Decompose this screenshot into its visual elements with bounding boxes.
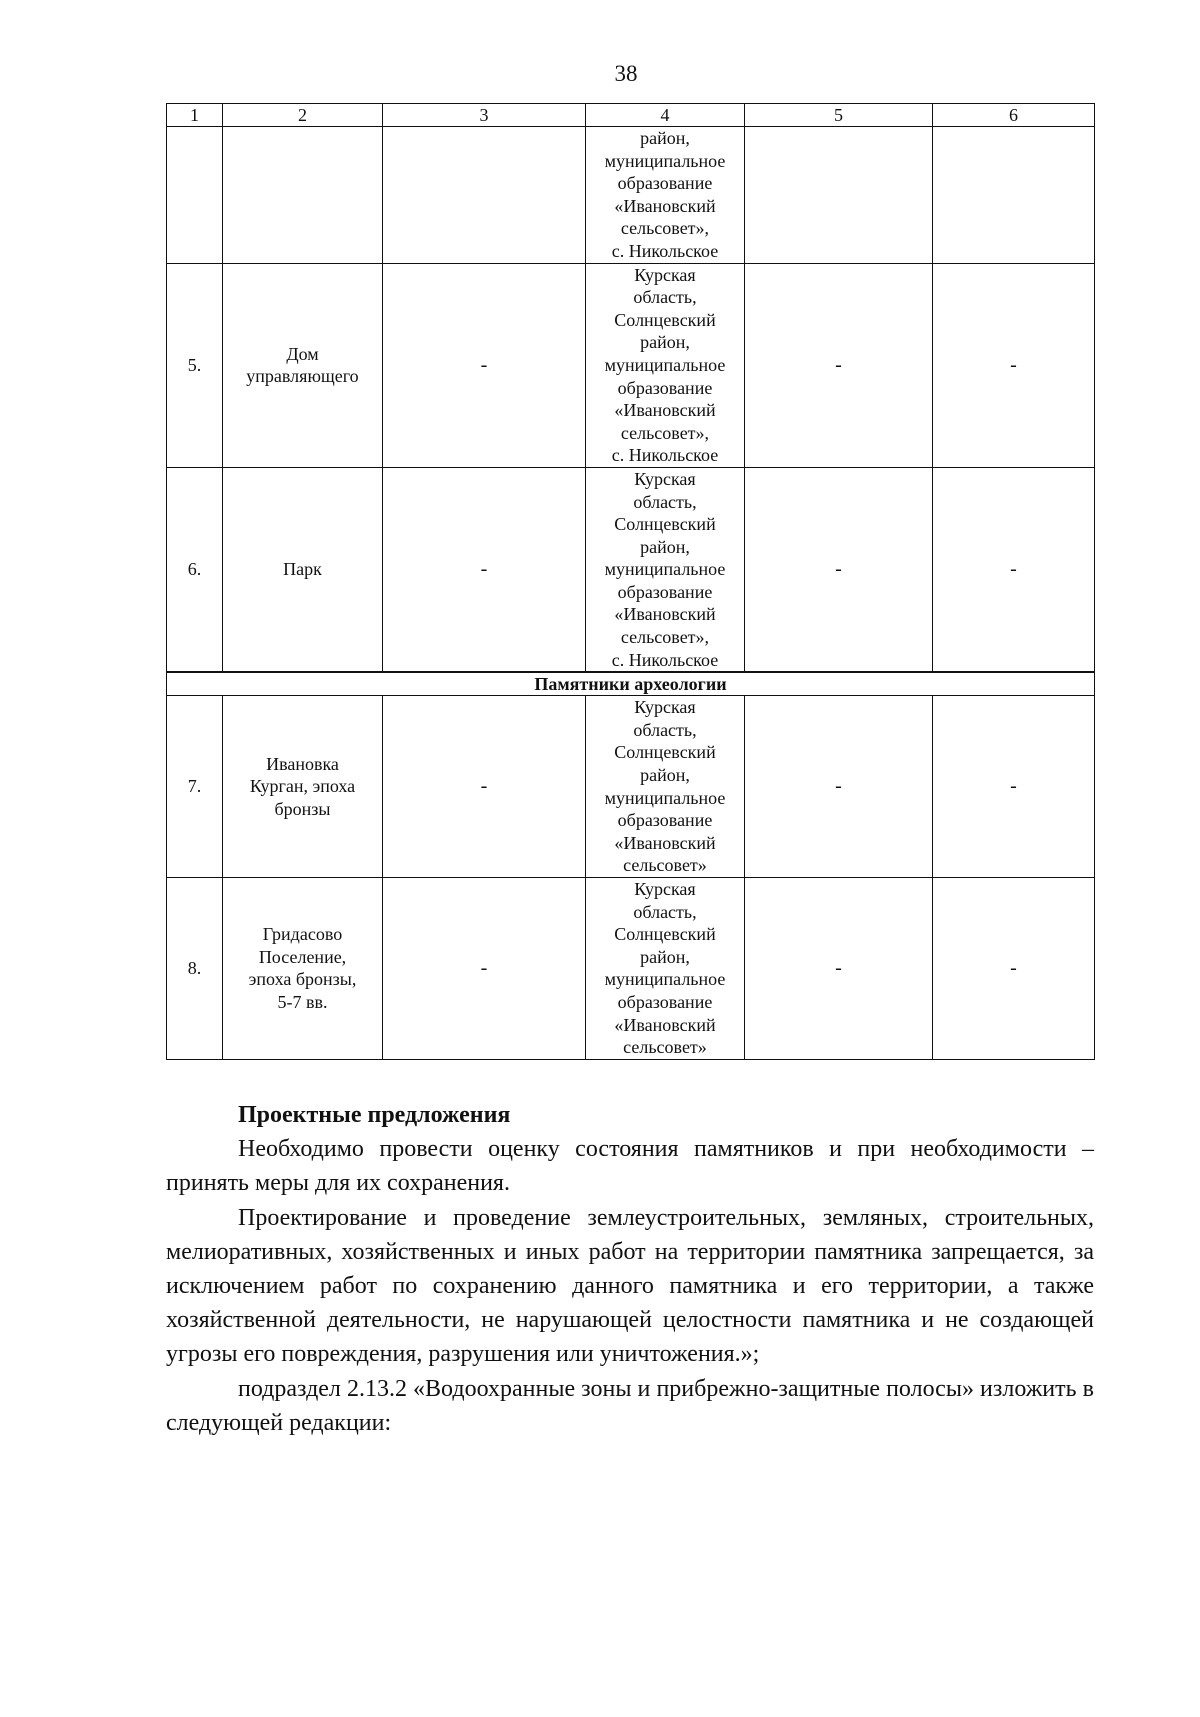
paragraph-assessment: Необходимо провести оценку состояния памятников и при необходимости – принять меры для их сохранения. (166, 1136, 1094, 1197)
address-line: «Ивановский (614, 195, 716, 216)
address-cell (586, 127, 745, 264)
row-number-cell (167, 127, 223, 264)
address-cell (586, 878, 745, 1060)
monuments-table (166, 103, 1095, 1060)
address-line: Курская (634, 697, 696, 718)
address-line: образование (617, 581, 713, 602)
header-cell: 1 (167, 104, 223, 127)
page-number: 38 (614, 61, 638, 86)
column-5-cell (745, 127, 933, 264)
address-line: область, (633, 719, 697, 740)
address-line: район, (640, 128, 690, 148)
object-name-cell (223, 263, 383, 467)
row-number-cell: 6. (167, 467, 223, 672)
address-line: «Ивановский (614, 604, 716, 625)
address-line: область, (633, 491, 697, 512)
object-name-line: Дом (286, 343, 319, 364)
address-line: Курская (634, 879, 696, 899)
table-row (167, 878, 1095, 1060)
address-line: район, (640, 332, 690, 353)
address-line: Солнцевский (614, 309, 716, 330)
header-cell: 5 (745, 104, 933, 127)
address-line: образование (617, 173, 713, 194)
address-line: сельсовет» (623, 855, 707, 876)
object-name-line: Поселение, (258, 946, 347, 967)
object-name-line: управляющего (246, 366, 359, 387)
object-name-line: 5-7 вв. (277, 991, 328, 1012)
table-header-row (167, 104, 1095, 127)
table-row (167, 467, 1095, 672)
column-3-cell: - (383, 878, 586, 1060)
column-6-cell: - (933, 467, 1095, 672)
address-cell (586, 263, 745, 467)
column-6-cell: - (933, 696, 1095, 878)
address-line: муниципальное (604, 559, 726, 580)
proposals-section (166, 1098, 1094, 1440)
column-3-cell (383, 127, 586, 264)
object-name-cell (223, 696, 383, 878)
object-name-line: Ивановка (266, 753, 339, 774)
column-5-cell: - (745, 467, 933, 672)
column-3-cell: - (383, 696, 586, 878)
paragraph-restrictions: Проектирование и проведение землеустроительных, земляных, строительных, мелиоративных, хозяйственных и иных работ на территории памятника запрещается, за исключением работ по сохранению данного памятника и его территории, а также хозяйственной деятельности, не нарушающей целостности памятника и не создающей угрозы его повреждения, разрушения или уничтожения.»; (166, 1204, 1094, 1368)
column-3-cell: - (383, 467, 586, 672)
table-row (167, 263, 1095, 467)
address-line: сельсовет» (623, 1037, 707, 1058)
column-5-cell: - (745, 263, 933, 467)
column-3-cell: - (383, 263, 586, 467)
address-line: сельсовет», (620, 627, 710, 648)
object-name-line: Парк (283, 559, 322, 580)
column-6-cell: - (933, 878, 1095, 1060)
address-line: Солнцевский (614, 514, 716, 535)
address-line: «Ивановский (614, 400, 716, 421)
address-line: образование (617, 810, 713, 831)
address-line: с. Никольское (611, 649, 719, 670)
column-5-cell: - (745, 878, 933, 1060)
address-line: Курская (634, 264, 696, 285)
object-name-line: Курган, эпоха (249, 776, 356, 797)
address-line: муниципальное (604, 354, 726, 375)
address-line: Солнцевский (614, 742, 716, 763)
address-line: район, (640, 946, 690, 967)
row-number-cell: 5. (167, 263, 223, 467)
address-line: с. Никольское (611, 445, 719, 466)
address-line: муниципальное (604, 150, 726, 171)
address-line: «Ивановский (614, 1014, 716, 1035)
object-name-cell (223, 878, 383, 1060)
address-line: район, (640, 765, 690, 786)
address-line: область, (633, 901, 697, 922)
object-name-cell (223, 127, 383, 264)
address-line: образование (617, 377, 713, 398)
address-line: область, (633, 287, 697, 308)
address-line: муниципальное (604, 787, 726, 808)
column-6-cell: - (933, 263, 1095, 467)
address-line: с. Никольское (611, 240, 719, 261)
address-line: Курская (634, 468, 696, 489)
object-name-line: эпоха бронзы, (248, 969, 357, 990)
address-line: образование (617, 991, 713, 1012)
header-cell: 6 (933, 104, 1095, 127)
row-number-cell: 7. (167, 696, 223, 878)
address-line: сельсовет», (620, 218, 710, 239)
address-cell (586, 696, 745, 878)
column-6-cell (933, 127, 1095, 264)
object-name-cell (223, 467, 383, 672)
object-name-line: Гридасово (262, 924, 343, 945)
address-line: муниципальное (604, 969, 726, 990)
table-body (167, 104, 1095, 1060)
section-title: Памятники археологии (167, 672, 1095, 696)
address-line: сельсовет», (620, 422, 710, 443)
address-line: «Ивановский (614, 832, 716, 853)
object-name-line: бронзы (274, 798, 331, 819)
header-cell: 2 (223, 104, 383, 127)
paragraph-subsection: подраздел 2.13.2 «Водоохранные зоны и прибрежно-защитные полосы» изложить в следующей редакции: (166, 1375, 1094, 1436)
table-row (167, 696, 1095, 878)
table-row (167, 127, 1095, 264)
section-heading: Проектные предложения (238, 1102, 511, 1128)
address-line: район, (640, 536, 690, 557)
section-row (167, 672, 1095, 696)
address-line: Солнцевский (614, 924, 716, 945)
header-cell: 4 (586, 104, 745, 127)
address-cell (586, 467, 745, 672)
header-cell: 3 (383, 104, 586, 127)
column-5-cell: - (745, 696, 933, 878)
row-number-cell: 8. (167, 878, 223, 1060)
